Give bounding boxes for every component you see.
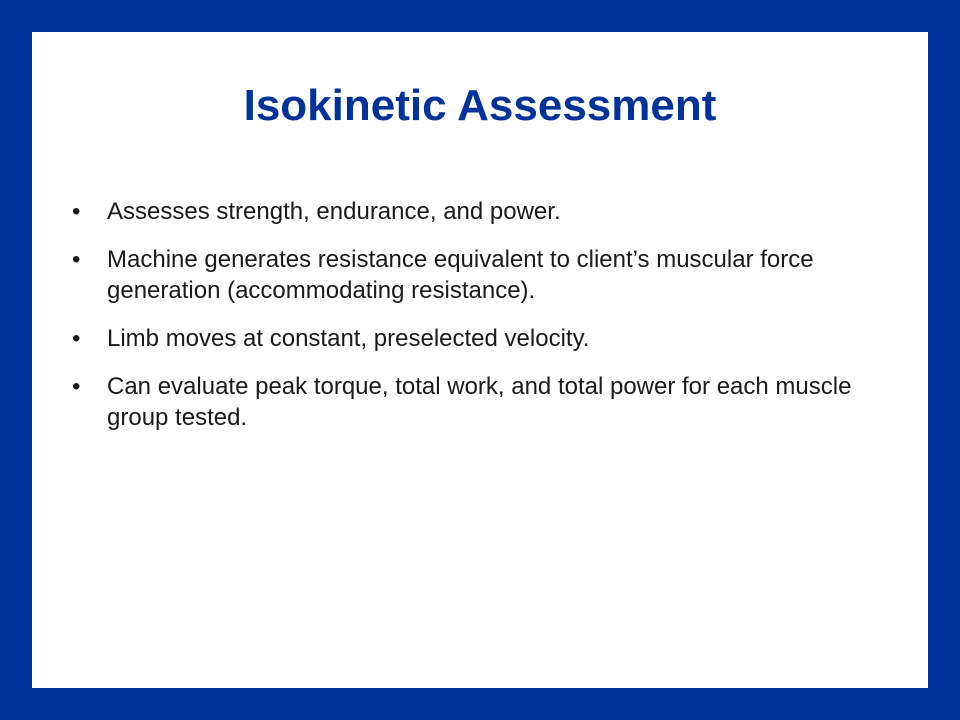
bullet-text: Machine generates resistance equivalent to client’s muscular force generation (accommodating resistance).	[107, 246, 814, 304]
bullet-icon: •	[72, 198, 81, 225]
bullet-icon: •	[72, 246, 81, 273]
bullet-icon: •	[72, 325, 81, 352]
bullet-text: Limb moves at constant, preselected velocity.	[107, 325, 590, 352]
bullet-text: Can evaluate peak torque, total work, and total power for each muscle group tested.	[107, 373, 852, 431]
bullet-item	[72, 196, 852, 227]
bullet-icon: •	[72, 373, 81, 400]
bullet-list	[72, 196, 852, 450]
bullet-text: Assesses strength, endurance, and power.	[107, 198, 561, 225]
slide-title: Isokinetic Assessment	[243, 81, 717, 130]
bullet-item	[72, 371, 852, 433]
bullet-item	[72, 244, 852, 306]
bullet-item	[72, 323, 852, 354]
